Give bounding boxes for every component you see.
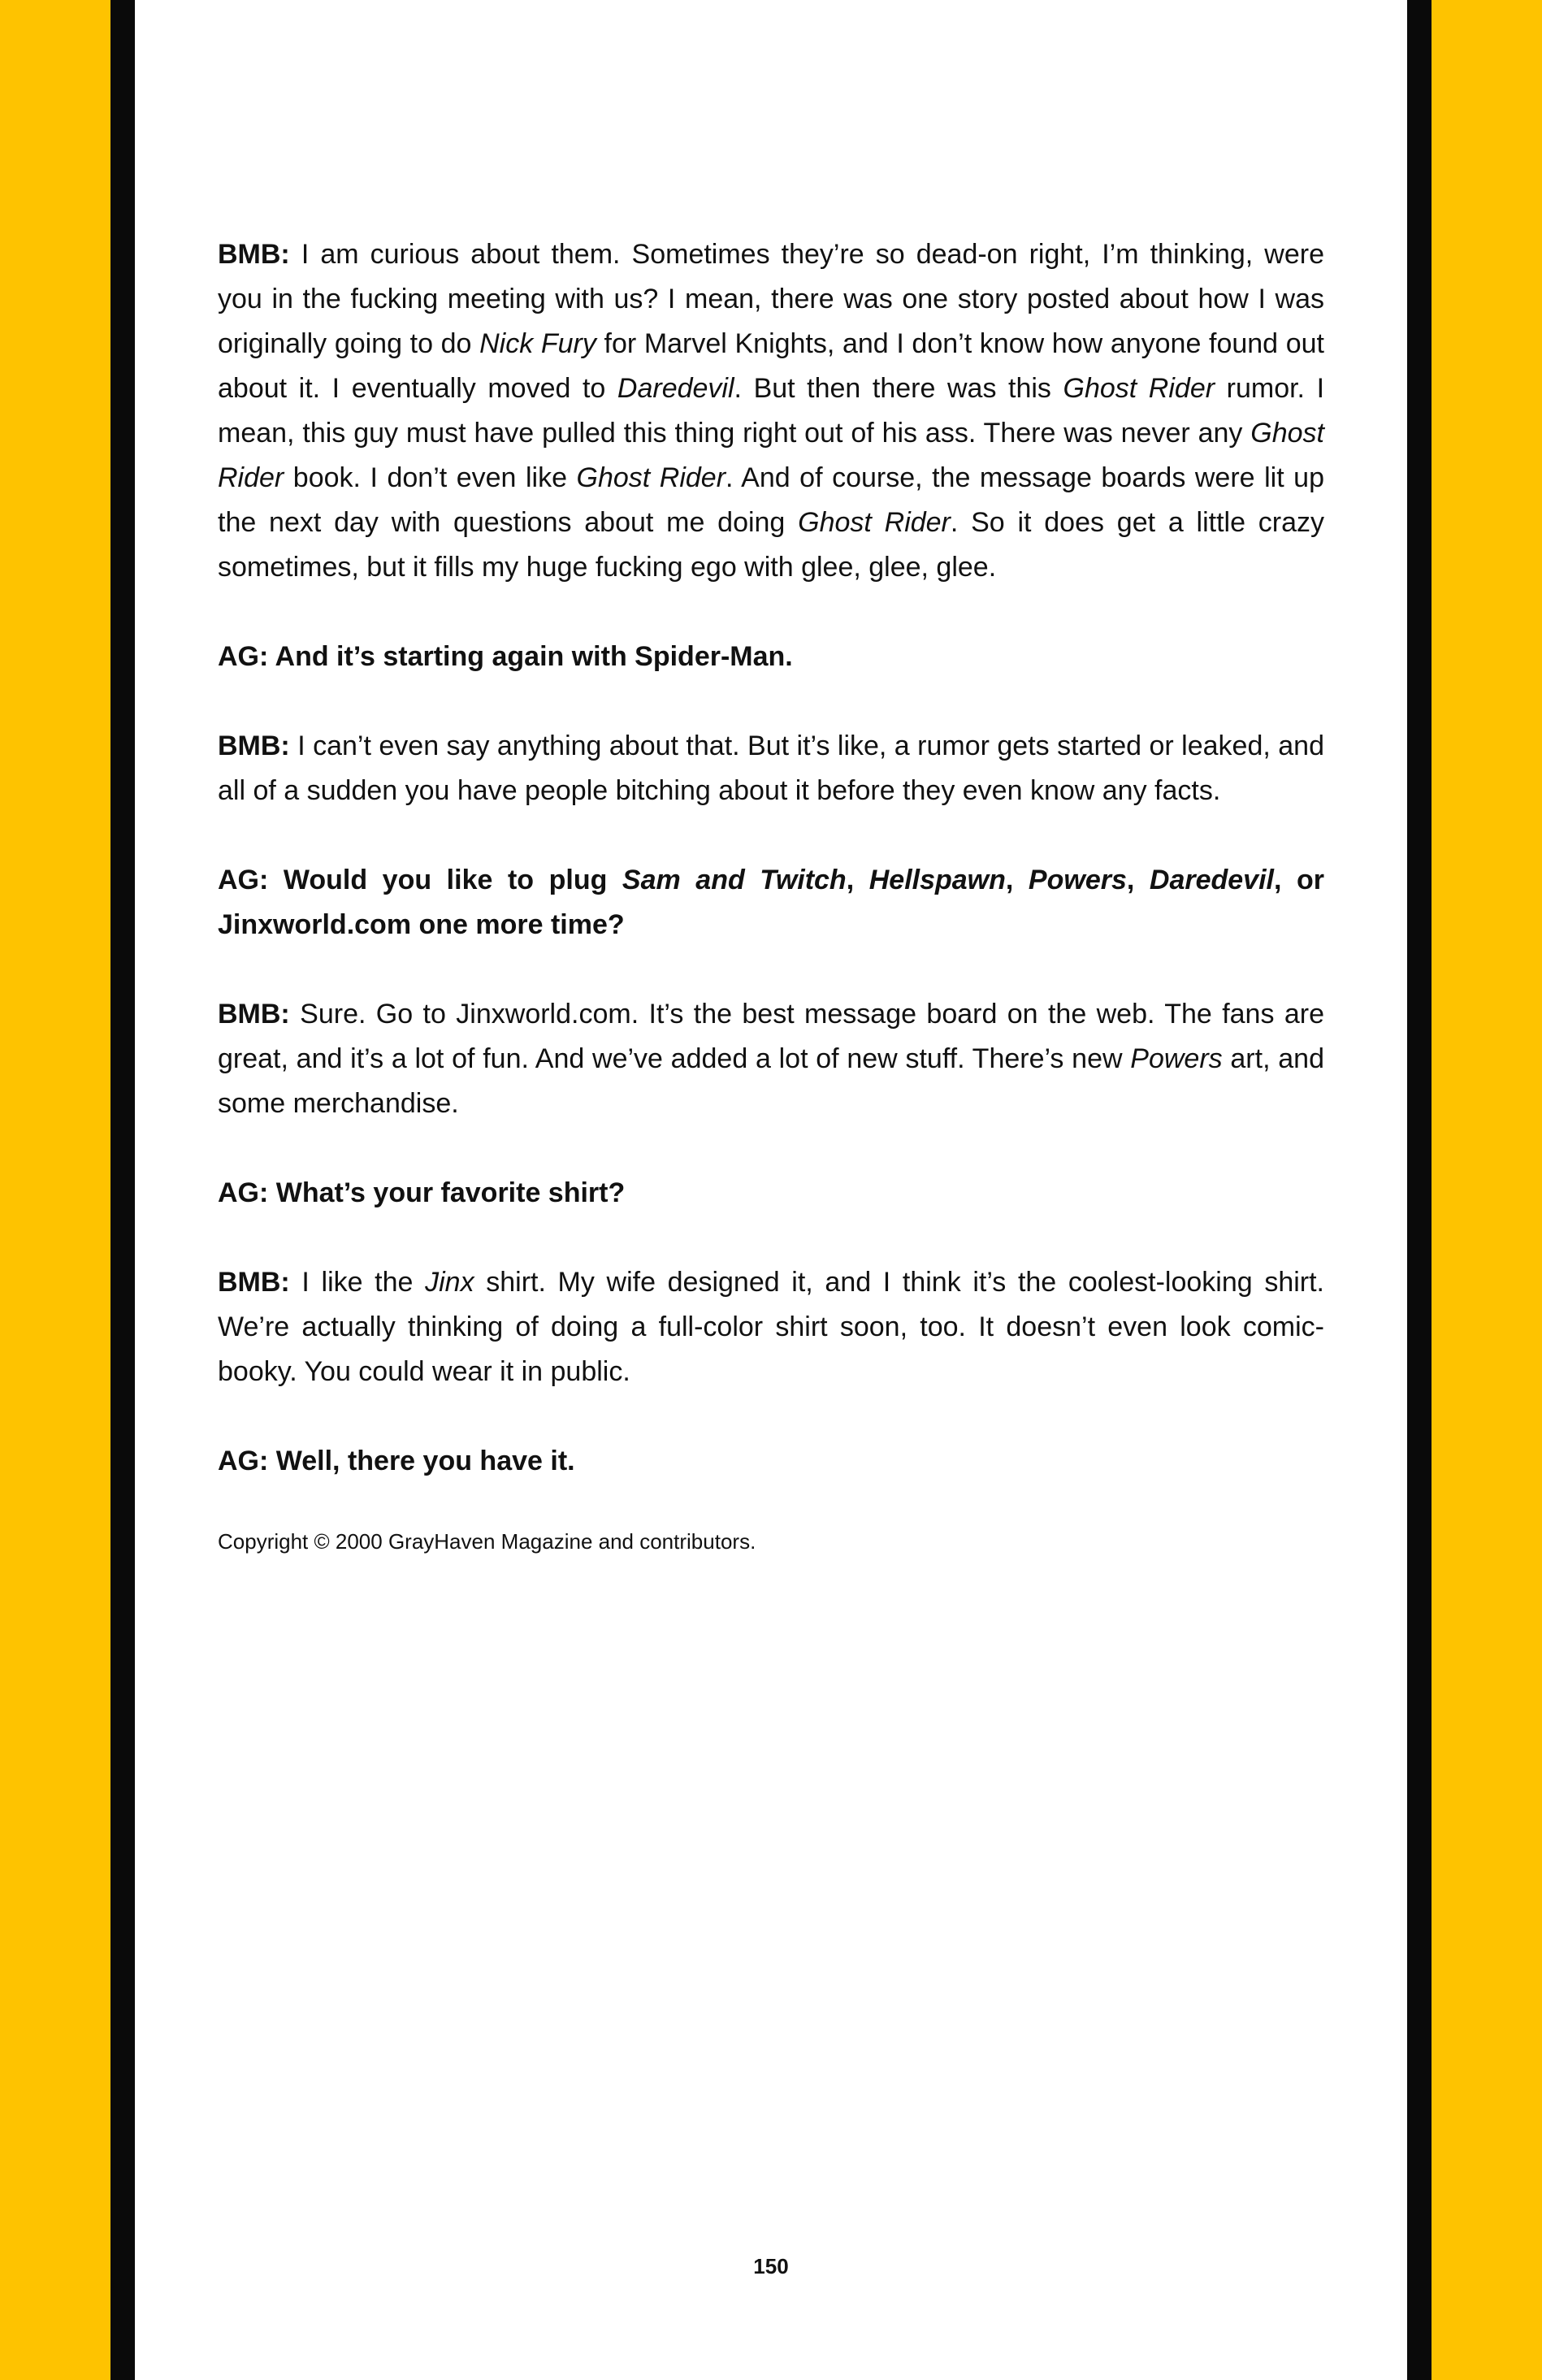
- paragraph-text: rumor. I mean, this guy must have pulled this thing right out of his ass. There was never any: [218, 373, 1325, 449]
- page-number: 150: [753, 2254, 789, 2278]
- copyright-notice: Copyright © 2000 GrayHaven Magazine and contributors.: [218, 1529, 756, 1554]
- speaker-label: BMB:: [218, 1267, 290, 1298]
- paragraph-text: And it’s starting again with Spider-Man.: [268, 641, 793, 672]
- italic-title-text: Daredevil: [1149, 865, 1274, 895]
- right-black-border: [1407, 0, 1432, 2380]
- paragraph-text: . So it does get a little crazy sometimes, but it fills my huge fucking ego with glee, glee, glee.: [218, 507, 1325, 583]
- right-yellow-border: [1432, 0, 1542, 2380]
- interviewer-question: [218, 858, 1324, 947]
- italic-title-text: Jinx: [425, 1267, 474, 1298]
- interviewee-answer: [218, 724, 1324, 813]
- paragraph-text: ,: [846, 865, 869, 895]
- italic-title-text: Ghost Rider: [218, 418, 1324, 493]
- paragraph-text: ,: [1005, 865, 1029, 895]
- paragraph-text: shirt. My wife designed it, and I think it’s the coolest-looking shirt. We’re actually thinking of doing a full-color shirt soon, too. It doesn’t even look comic-booky. You could wear it in public.: [218, 1267, 1324, 1387]
- interview-paragraphs: [218, 232, 1324, 1484]
- interviewer-question: [218, 635, 1324, 679]
- interviewer-question: [218, 1171, 1324, 1216]
- italic-title-text: Powers: [1028, 865, 1127, 895]
- speaker-label: BMB:: [218, 999, 290, 1030]
- interviewee-answer: [218, 1260, 1324, 1394]
- italic-title-text: Sam and Twitch: [622, 865, 847, 895]
- paragraph-text: Would you like to plug: [268, 865, 622, 895]
- paragraph-text: art, and some merchandise.: [218, 1043, 1324, 1119]
- paragraph-text: . And of course, the message boards were lit up the next day with questions about me doing: [218, 462, 1325, 538]
- interview-text: [218, 232, 1324, 1558]
- speaker-label: AG:: [218, 1177, 269, 1208]
- paragraph-text: ,: [1126, 865, 1150, 895]
- italic-title-text: Hellspawn: [868, 865, 1006, 895]
- book-page: [135, 0, 1407, 2380]
- paragraph-text: . But then there was this: [734, 373, 1063, 404]
- paragraph-text: I like the: [289, 1267, 426, 1298]
- speaker-label: BMB:: [218, 730, 290, 761]
- speaker-label: BMB:: [218, 239, 290, 270]
- paragraph-text: Sure. Go to Jinxworld.com. It’s the best message board on the web. The fans are great, and it’s a lot of fun. And we’ve added a lot of new stuff. There’s new: [218, 999, 1324, 1074]
- italic-title-text: Ghost Rider: [1063, 373, 1215, 404]
- interviewer-question: [218, 1439, 1324, 1484]
- interviewee-answer: [218, 992, 1324, 1126]
- italic-title-text: Nick Fury: [479, 328, 596, 359]
- paragraph-text: I am curious about them. Sometimes they’re so dead-on right, I’m thinking, were you in the fucking meeting with us? I mean, there was one story posted about how I was originally going to do: [218, 239, 1324, 359]
- paragraph-text: for Marvel Knights, and I don’t know how anyone found out about it. I eventually moved to: [218, 328, 1324, 404]
- left-yellow-border: [0, 0, 110, 2380]
- paragraph-text: I can’t even say anything about that. But it’s like, a rumor gets started or leaked, and all of a sudden you have people bitching about it before they even know any facts.: [218, 730, 1324, 806]
- speaker-label: AG:: [218, 1446, 269, 1476]
- paragraph-text: , or Jinxworld.com one more time?: [218, 865, 1324, 940]
- italic-title-text: Ghost Rider: [798, 507, 951, 538]
- italic-title-text: Daredevil: [617, 373, 734, 404]
- interviewee-answer: [218, 232, 1324, 590]
- left-black-border: [110, 0, 135, 2380]
- italic-title-text: Powers: [1130, 1043, 1223, 1074]
- paragraph-text: book. I don’t even like: [284, 462, 577, 493]
- paragraph-text: Well, there you have it.: [268, 1446, 575, 1476]
- speaker-label: AG:: [218, 865, 269, 895]
- italic-title-text: Ghost Rider: [576, 462, 726, 493]
- speaker-label: AG:: [218, 641, 269, 672]
- paragraph-text: What’s your favorite shirt?: [268, 1177, 626, 1208]
